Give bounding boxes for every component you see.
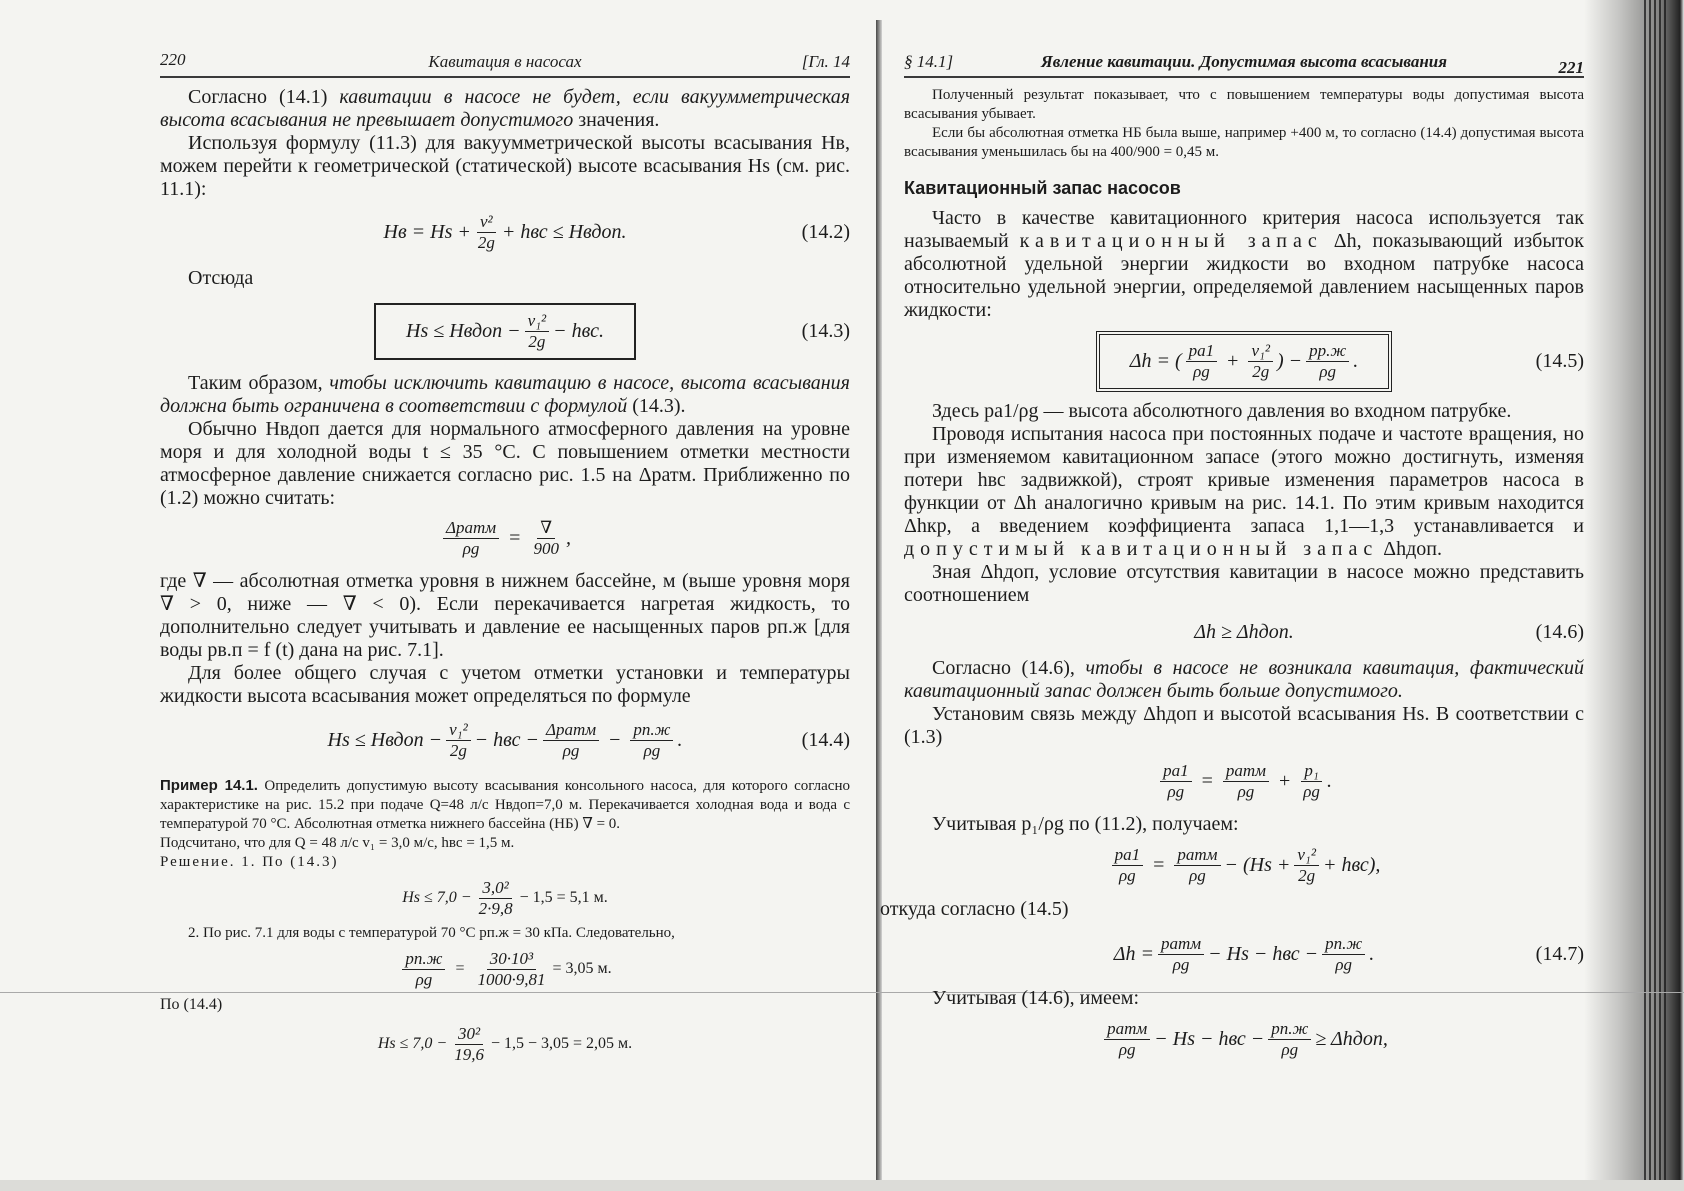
running-title: Кавитация в насосах: [428, 52, 582, 71]
example-calc: Подсчитано, что для Q = 48 л/с v₁ = 3,0 м/с, hвс = 1,5 м.: [160, 835, 515, 851]
page-stack-edges: [1644, 0, 1666, 1191]
paragraph: Используя формулу (11.3) для вакуумметрической высоты всасывания Hв, можем перейти к геометрической (статической) высоте всасывания Hs (см. рис. 11.1):: [160, 132, 850, 200]
example-solution: Решение. 1. По (14.3): [160, 854, 339, 870]
example-equation-2: $\frac{pп.ж}{\rho g}$ = $\frac{\text{30·10³}}{1000\cdot 9,81}$ = 3,05 м.: [160, 947, 850, 991]
header-rule: [160, 76, 850, 78]
book-spine-shadow: [876, 20, 882, 1191]
scan-bottom-band: [0, 1180, 1684, 1191]
running-title: Явление кавитации. Допустимая высота всасывания: [1040, 52, 1448, 71]
equation-label: (14.5): [1535, 349, 1584, 372]
equation-14-5: Δh = ( $\frac{pa1}{\rho g}$ + $\frac{\text{v₁²}}{2g}$ ) − $\frac{pр.ж}{\rho g}$ . (14.5): [904, 330, 1584, 392]
section-heading: Кавитационный запас насосов: [904, 178, 1181, 198]
paragraph: Зная Δhдоп, условие отсутствия кавитации в насосе можно представить соотношением: [904, 561, 1584, 606]
example-step: 2. По рис. 7.1 для воды с температурой 70 °С pп.ж = 30 кПа. Следовательно,: [188, 925, 675, 941]
paragraph: Учитывая (14.6), имеем:: [932, 987, 1140, 1009]
paragraph: где ∇ — абсолютная отметка уровня в нижнем бассейне, м (выше уровня моря ∇ > 0, ниже — ∇ < 0). Если перекачивается нагретая жидкость, то дополнительно следует учитывать и давление ее насыщенных паров pп.ж [для воды pв.п = f (t) дана на рис. 7.1].: [160, 570, 850, 661]
equation-14-7: Δh = $\frac{\text{pатм}}{\rho g}$ − Hs − hвс − $\frac{pп.ж}{\rho g}$ . (14.7): [1113, 933, 1584, 974]
header-rule: [904, 76, 1584, 78]
equation-label: (14.4): [801, 728, 850, 751]
page-edge-shadow: [1584, 0, 1684, 1191]
equation-label: (14.7): [1535, 942, 1584, 965]
example-step: По (14.4): [160, 996, 223, 1013]
small-paragraph: Полученный результат показывает, что с повышением температуры воды допустимая высота всасывания убывает.: [904, 87, 1584, 122]
paragraph: Здесь pa1/ρg — высота абсолютного давления во входном патрубке.: [932, 400, 1512, 422]
equation-patm: $\frac{\text{Δpатм}}{\rho g}$ = $\frac{\nabla}{900}$ ,: [160, 514, 850, 562]
right-running-header: [904, 44, 1584, 77]
example-equation-1: Hs ≤ 7,0 − $\frac{\text{3,0²}}{2\cdot 9,8}$ − 1,5 = 5,1 м.: [402, 877, 608, 918]
example-equation-3: Hs ≤ 7,0 − $\frac{\text{30²}}{19,6}$ − 1,5 − 3,05 = 2,05 м.: [377, 1023, 633, 1064]
equation-pa1-expanded: $\frac{pa1}{\rho g}$ = $\frac{\text{pатм}}{\rho g}$ − (Hs + $\frac{\text{v₁²}}{2g}$ + hвс),: [904, 840, 1584, 890]
equation-label: (14.2): [801, 220, 850, 243]
paragraph: откуда согласно (14.5): [880, 898, 1069, 920]
equation-14-3: Hs ≤ Hвдоп − $\frac{\text{v₁²}}{2g}$ − hвс. (14.3): [160, 302, 850, 360]
paragraph: Учитывая p₁/ρg по (11.2), получаем:: [932, 813, 1239, 835]
example-paragraph: Пример 14.1. Определить допустимую высоту всасывания консольного насоса, для которого согласно характеристике на рис. 15.2 при подаче Q=48 л/с Hвдоп=7,0 м. Перекачивается холодная вода и вода с температурой 70 °С. Абсолютная отметка нижнего бассейна (НБ) ∇ = 0.: [160, 777, 850, 832]
chapter-ref: [Гл. 14: [801, 52, 850, 71]
page-number: 220: [160, 50, 186, 69]
left-page: [160, 44, 850, 1066]
paragraph: Отсюда: [188, 267, 254, 289]
paragraph: Согласно (14.1) кавитации в насосе не будет, если вакуумметрическая высота всасывания не превышает допустимого значения.: [160, 86, 850, 131]
section-ref: § 14.1]: [904, 52, 954, 71]
paragraph: Согласно (14.6), чтобы в насосе не возникала кавитация, фактический кавитационный запас должен быть больше допустимого.: [904, 657, 1584, 702]
equation-final: $\frac{\text{pатм}}{\rho g}$ − Hs − hвс − $\frac{pп.ж}{\rho g}$ ≥ Δhдоп,: [904, 1014, 1584, 1064]
equation-label: (14.6): [1535, 620, 1584, 643]
paragraph: Проводя испытания насоса при постоянных подаче и частоте вращения, но при изменяемом кавитационном запасе (этого можно достигнуть, изменяя потери hвс задвижкой), строят кривые изменения параметров насоса в функции от Δh аналогично кривым на рис. 14.1. По этим кривым находится Δhкр, а введением коэффициента запаса 1,1—1,3 устанавливается и допустимый кавитационный запас Δhдоп.: [904, 423, 1584, 560]
equation-pa1: $\frac{pa1}{\rho g}$ = $\frac{\text{pатм}}{\rho g}$ + $\frac{\text{p₁}}{\rho g}$ .: [904, 757, 1584, 805]
paragraph: Таким образом, чтобы исключить кавитацию в насосе, высота всасывания должна быть ограничена в соответствии с формулой (14.3).: [160, 372, 850, 417]
page-number: 221: [1558, 58, 1584, 77]
right-page: [880, 44, 1584, 1064]
equation-14-4: Hs ≤ Hвдоп − $\frac{\text{v₁²}}{2g}$ − hвс − $\frac{\text{Δpатм}}{\rho g}$ − $\frac{pп.ж}{\rho g}$ . (14.4): [327, 719, 850, 760]
equation-14-6: Δh ≥ Δhдоп. (14.6): [1194, 620, 1584, 643]
paragraph: Обычно Hвдоп дается для нормального атмосферного давления на уровне моря и для холодной воды t ≤ 35 °C. С повышением отметки местности атмосферное давление снижается согласно рис. 1.5 на Δpатм. Приближенно по (1.2) можно считать:: [160, 418, 850, 509]
equation-label: (14.3): [801, 319, 850, 342]
paragraph: Для более общего случая с учетом отметки установки и температуры жидкости высота всасывания может определяться по формуле: [160, 662, 850, 707]
equation-14-2: Hв = Hs + $\frac{\text{v²}}{2g}$ + hвс ≤ Hвдоп. (14.2): [383, 211, 850, 252]
paragraph: Часто в качестве кавитационного критерия насоса используется так называемый кавитационный запас Δh, показывающий избыток абсолютной удельной энергии жидкости во входном патрубке насоса относительно удельной энергии, определяемой давлением насыщенных паров жидкости:: [904, 207, 1584, 321]
left-running-header: [160, 44, 850, 74]
paragraph: Установим связь между Δhдоп и высотой всасывания Hs. В соответствии с (1.3): [904, 703, 1584, 748]
small-paragraph: Если бы абсолютная отметка НБ была выше, например +400 м, то согласно (14.4) допустимая высота всасывания уменьшилась бы на 400/900 = 0,45 м.: [904, 125, 1584, 160]
